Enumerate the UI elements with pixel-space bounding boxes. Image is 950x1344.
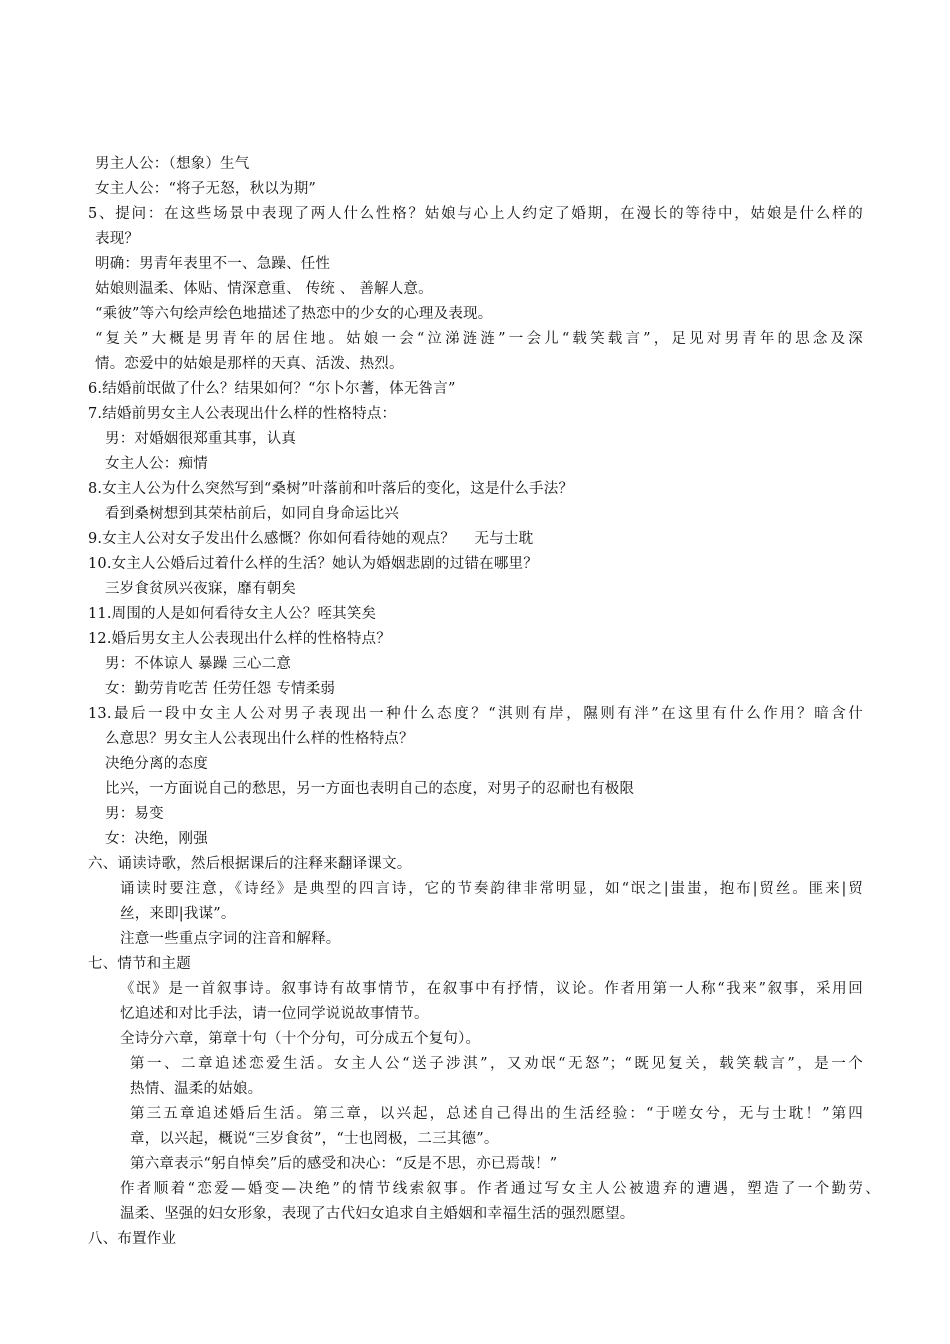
text-line: 12.婚后男女主人公表现出什么样的性格特点？ [88, 631, 391, 647]
text-line: 13.最后一段中女主人公对男子表现出一种什么态度？“淇则有岸，隰则有泮”在这里有什么作用？暗含什 [88, 706, 863, 722]
text-line: 男：易变 [105, 806, 164, 822]
text-line: 比兴，一方面说自己的愁思，另一方面也表明自己的态度，对男子的忍耐也有极限 [105, 781, 635, 797]
text-line: 姑娘则温柔、体贴、情深意重、 传统 、 善解人意。 [95, 281, 433, 297]
text-line: 情。恋爱中的姑娘是那样的天真、活泼、热烈。 [95, 356, 404, 372]
text-line: 注意一些重点字词的注音和解释。 [120, 931, 341, 947]
text-line: 作者顺着“恋爱—婚变—决绝”的情节线索叙事。作者通过写女主人公被遗弃的遭遇，塑造了一个勤劳、 [120, 1181, 880, 1197]
text-line: 5、提问：在这些场景中表现了两人什么性格？姑娘与心上人约定了婚期，在漫长的等待中，姑娘是什么样的 [88, 206, 863, 222]
text-line: 诵读时要注意，《诗经》是典型的四言诗，它的节奏韵律非常明显，如“氓之|蚩蚩，抱布|贸丝。匪来|贸 [120, 881, 863, 897]
text-line: 女主人公：“将子无怒，秋以为期” [95, 181, 317, 197]
text-line: 10.女主人公婚后过着什么样的生活？她认为婚姻悲剧的过错在哪里？ [88, 556, 538, 572]
text-line: “乘彼”等六句绘声绘色地描述了热恋中的少女的心理及表现。 [95, 306, 493, 322]
text-line: 三岁食贫夙兴夜寐，靡有朝矣 [105, 581, 297, 597]
text-line: 7.结婚前男女主人公表现出什么样的性格特点： [88, 406, 397, 422]
text-line: 第三五章追述婚后生活。第三章，以兴起，总述自己得出的生活经验：“于嗟女兮，无与士耽！”第四 [130, 1106, 863, 1122]
text-line: 么意思？男女主人公表现出什么样的性格特点？ [105, 731, 414, 747]
text-line: 章，以兴起，概说“三岁食贫”，“士也罔极，二三其德”。 [130, 1131, 499, 1147]
text-line: 《氓》是一首叙事诗。叙事诗有故事情节，在叙事中有抒情，议论。作者用第一人称“我来”叙事，采用回 [120, 981, 863, 997]
text-line: 表现？ [95, 231, 140, 247]
text-line: 忆追述和对比手法，请一位同学说说故事情节。 [120, 1006, 429, 1022]
text-line: 女：勤劳肯吃苦 任劳任怨 专情柔弱 [105, 681, 336, 697]
text-line: 女：决绝，刚强 [105, 831, 208, 847]
text-line: “复关”大概是男青年的居住地。姑娘一会“泣涕涟涟”一会儿“载笑载言”，足见对男青年的思念及深 [95, 331, 863, 347]
text-line: 热情、温柔的姑娘。 [130, 1081, 263, 1097]
text-line: 女主人公：痴情 [105, 456, 208, 472]
text-line: 第六章表示“躬自悼矣”后的感受和决心：“反是不思，亦已焉哉！” [130, 1156, 558, 1172]
text-line: 男主人公：（想象）生气 [95, 156, 250, 172]
text-line: 看到桑树想到其荣枯前后，如同自身命运比兴 [105, 506, 399, 522]
text-line: 八、布置作业 [88, 1231, 177, 1247]
text-line: 8.女主人公为什么突然写到“桑树”叶落前和叶落后的变化，这是什么手法？ [88, 481, 574, 497]
text-line: 6.结婚前氓做了什么？结果如何？“尔卜尔蓍，体无咎言” [88, 381, 456, 397]
text-line: 男：不体谅人 暴躁 三心二意 [105, 656, 292, 672]
text-line: 决绝分离的态度 [105, 756, 208, 772]
text-line: 9.女主人公对女子发出什么感慨？你如何看待她的观点？ 无与士耽 [88, 531, 534, 547]
text-line: 七、情节和主题 [88, 956, 191, 972]
text-line: 男：对婚姻很郑重其事，认真 [105, 431, 297, 447]
text-line: 六、诵读诗歌，然后根据课后的注释来翻译课文。 [88, 856, 412, 872]
text-line: 温柔、坚强的妇女形象，表现了古代妇女追求自主婚姻和幸福生活的强烈愿望。 [120, 1206, 635, 1222]
text-line: 全诗分六章，第章十句（十个分句，可分成五个复句）。 [120, 1031, 481, 1047]
text-line: 第一、二章追述恋爱生活。女主人公“送子涉淇”，又劝氓“无怒”；“既见复关，载笑载言”，是一个 [130, 1056, 863, 1072]
text-line: 明确：男青年表里不一、急躁、任性 [95, 256, 331, 272]
text-line: 丝，来即|我谋”。 [120, 906, 236, 922]
text-line: 11.周围的人是如何看待女主人公？咥其笑矣 [88, 606, 377, 622]
